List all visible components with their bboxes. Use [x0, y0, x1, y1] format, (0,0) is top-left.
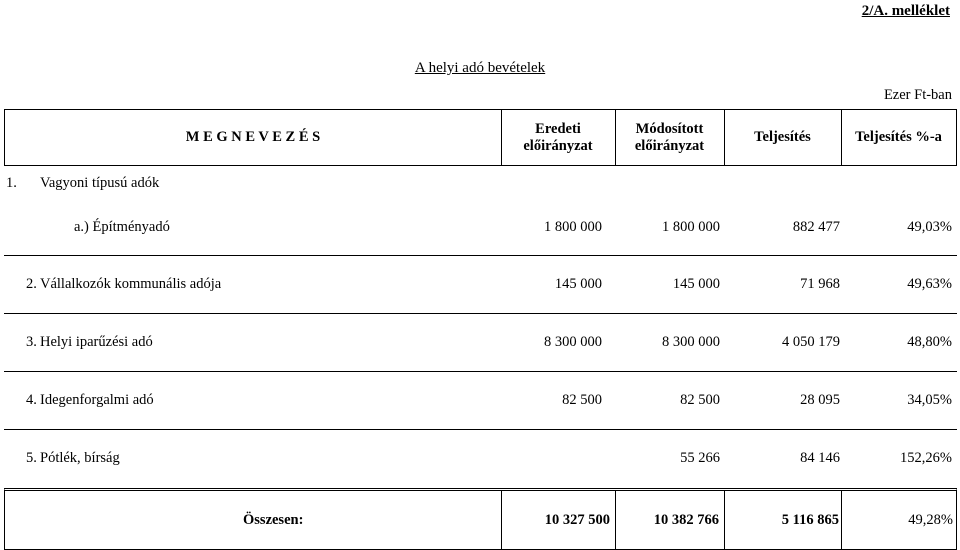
header-name: [5, 110, 501, 165]
total-label-text: Összesen:: [243, 511, 304, 528]
section-number: 1.: [6, 175, 17, 191]
annex-label: 2/A. melléklet: [861, 3, 950, 19]
row-pct: 152,26%: [900, 450, 952, 466]
row-label: Idegenforgalmi adó: [40, 392, 154, 408]
row-pct: 34,05%: [907, 392, 952, 408]
total-modified-text: 10 382 766: [653, 511, 719, 528]
row-divider: [4, 255, 957, 256]
row-divider: [4, 429, 957, 430]
total-label: [243, 491, 303, 549]
total-pct: [841, 491, 953, 549]
page-title: A helyi adó bevételek: [414, 60, 546, 76]
row-label: Helyi iparűzési adó: [40, 334, 153, 350]
header-name-text: M E G N E V E Z É S: [185, 129, 321, 145]
header-performance-pct-text: Teljesítés %-a: [855, 129, 942, 145]
row-modified: 82 500: [680, 392, 720, 408]
row-number: 3.: [26, 334, 37, 350]
row-performance: 28 095: [800, 392, 840, 408]
header-original: [501, 110, 615, 165]
total-row: [4, 488, 957, 550]
total-original-text: 10 327 500: [544, 511, 610, 528]
row-original: 82 500: [562, 392, 602, 408]
row-original: 1 800 000: [544, 219, 602, 235]
row-number: 2.: [26, 276, 37, 292]
header-performance-text: Teljesítés: [754, 129, 811, 145]
row-modified: 145 000: [672, 276, 720, 292]
row-pct: 49,63%: [907, 276, 952, 292]
row-performance: 882 477: [792, 219, 840, 235]
row-divider: [4, 371, 957, 372]
row-original: 145 000: [554, 276, 602, 292]
header-performance: [724, 110, 841, 165]
header-modified-line2: előirányzat: [634, 137, 705, 154]
row-number: 5.: [26, 450, 37, 466]
row-number: 4.: [26, 392, 37, 408]
row-pct: 48,80%: [907, 334, 952, 350]
header-original-line1: Eredeti: [535, 120, 581, 137]
row-performance: 84 146: [800, 450, 840, 466]
header-modified-line1: Módosított: [635, 120, 704, 137]
row-divider: [4, 313, 957, 314]
total-original: [501, 491, 610, 549]
section-label: Vagyoni típusú adók: [40, 175, 160, 191]
total-pct-text: 49,28%: [908, 511, 953, 528]
total-modified: [615, 491, 719, 549]
row-pct: 49,03%: [907, 219, 952, 235]
row-label: a.) Építményadó: [74, 219, 170, 235]
row-performance: 71 968: [800, 276, 840, 292]
row-label: Pótlék, bírság: [40, 450, 120, 466]
total-performance: [724, 491, 839, 549]
header-modified: [615, 110, 724, 165]
row-modified: 55 266: [680, 450, 720, 466]
row-original: 8 300 000: [544, 334, 602, 350]
header-performance-pct: [841, 110, 956, 165]
row-performance: 4 050 179: [782, 334, 840, 350]
unit-label: Ezer Ft-ban: [883, 87, 952, 103]
header-original-line2: előirányzat: [523, 137, 593, 154]
total-performance-text: 5 116 865: [781, 511, 839, 528]
row-label: Vállalkozók kommunális adója: [40, 276, 222, 292]
row-modified: 8 300 000: [662, 334, 720, 350]
table-header: [4, 109, 957, 166]
row-modified: 1 800 000: [662, 219, 720, 235]
